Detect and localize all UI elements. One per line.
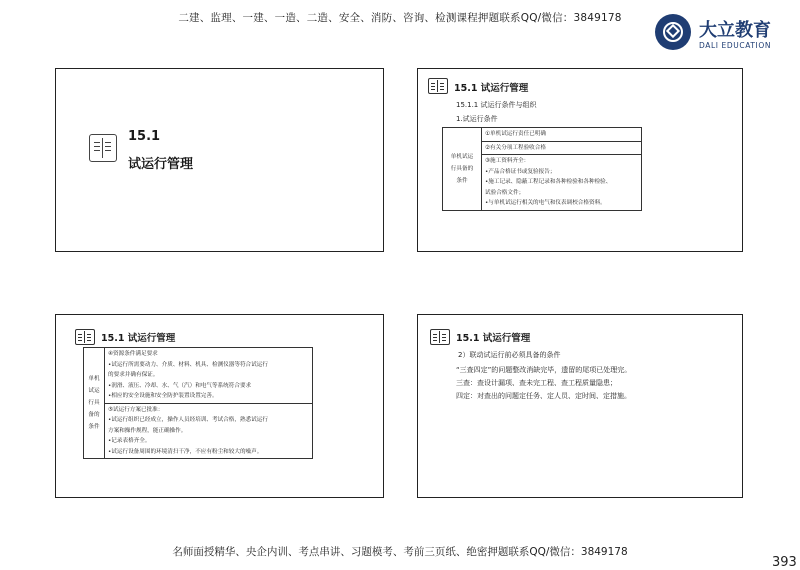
row-label: 单机 试运 行具 备的 条件 bbox=[84, 348, 105, 459]
condition-cell: ⑤试运行方案已批准： •试运行组织已经成立，操作人员经培训、考试合格，熟悉试运行 方案和操作规程，能正确操作。 •记录表格齐全。 •试运行设备周围的环境清扫干净，不应有粉尘和较大的噪声。 bbox=[105, 403, 313, 459]
book-icon bbox=[430, 329, 450, 345]
row-label: 单机试运 行具备的 条件 bbox=[443, 128, 482, 211]
condition-cell: ②有关分项工程验收合格 bbox=[482, 141, 642, 155]
logo-chinese-name: 大立教育 bbox=[699, 20, 771, 41]
slide-title: 15.1 试运行管理 bbox=[454, 83, 529, 94]
dali-logo bbox=[655, 14, 780, 60]
slide-trial-conditions-cont bbox=[55, 314, 384, 498]
book-icon bbox=[89, 134, 117, 162]
slide-title: 15.1 试运行管理 bbox=[456, 333, 531, 344]
text-line: 四定：对查出的问题定任务、定人员、定时间、定措施。 bbox=[456, 392, 631, 400]
section-number: 15.1 bbox=[128, 129, 161, 144]
slide-trial-conditions bbox=[417, 68, 743, 252]
section-title: 试运行管理 bbox=[128, 157, 194, 172]
book-icon bbox=[75, 329, 95, 345]
slide-subtitle: 15.1.1 试运行条件与组织 bbox=[456, 101, 537, 109]
footer-contact-text: 名师面授精华、央企内训、考点串讲、习题模考、考前三页纸、绝密押题联系QQ/微信：3849178 bbox=[172, 546, 628, 558]
dali-logo-icon bbox=[655, 14, 691, 50]
condition-cell: ③施工资料齐全： •产品合格证书或复验报告； •施工记录、隐蔽工程记录和各种检验和各种检验、 试验合格文件； •与单机试运行相关的电气和仪表调校合格资料。 bbox=[482, 155, 642, 211]
text-line: 2）联动试运行前必须具备的条件 bbox=[458, 351, 561, 359]
text-line: 三查：查设计漏项、查未完工程、查工程质量隐患； bbox=[456, 379, 617, 387]
book-icon bbox=[428, 78, 448, 94]
slide-heading: 1.试运行条件 bbox=[456, 115, 498, 123]
slide-joint-trial-conditions bbox=[417, 314, 743, 498]
slide-cover bbox=[55, 68, 384, 252]
conditions-table bbox=[83, 347, 313, 459]
condition-cell: ①单机试运行责任已明确 bbox=[482, 128, 642, 142]
header-contact-text: 二建、监理、一建、一造、二造、安全、消防、咨询、检测课程押题联系QQ/微信：3849178 bbox=[178, 12, 622, 24]
logo-english-name: DALI EDUCATION bbox=[699, 41, 772, 50]
text-line: “三查四定”的问题整改消缺完毕，遗留的尾项已处理完。 bbox=[456, 366, 632, 374]
page-number: 393 bbox=[772, 555, 797, 570]
conditions-table bbox=[442, 127, 642, 211]
condition-cell: ④资源条件满足要求 •试运行所需要动力、介质、材料、机具、检测仪器等符合试运行 的要求并确有保证。 •润滑、液压、冷却、水、气（汽）和电气等系统符合要求 •相应的安全设施和安全防护装置设置完善。 bbox=[105, 348, 313, 404]
slide-title: 15.1 试运行管理 bbox=[101, 333, 176, 344]
